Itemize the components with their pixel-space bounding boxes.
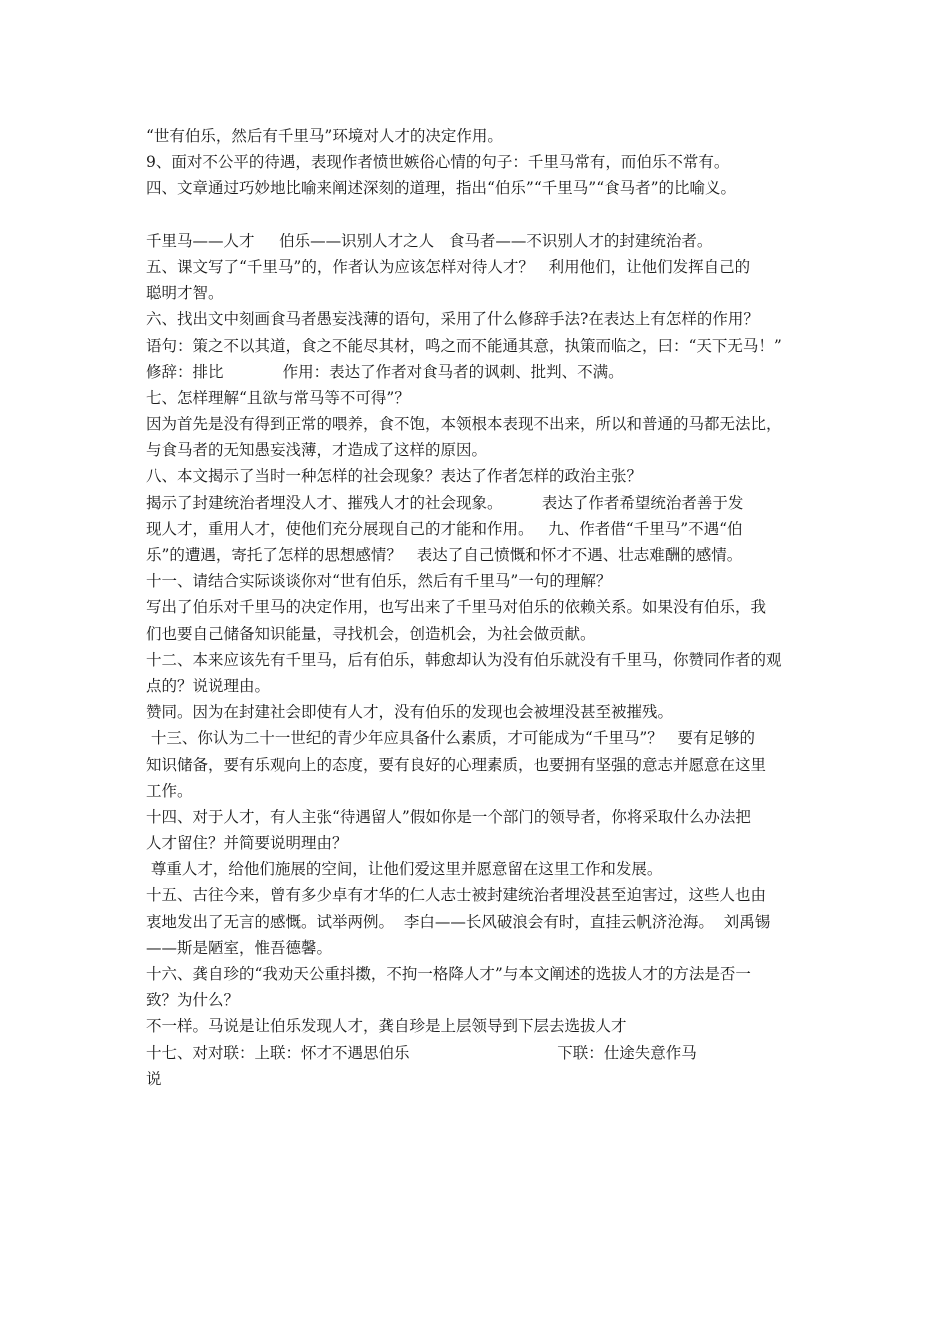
text-line: 9、面对不公平的待遇，表现作者愤世嫉俗心情的句子：千里马常有，而伯乐不常有。 [146,153,730,172]
text-line: 乐”的遭遇，寄托了怎样的思想感情？ 表达了自己愤慨和怀才不遇、壮志难酬的感情。 [146,546,743,564]
text-line: 现人才，重用人才，使他们充分展现自己的才能和作用。 九、作者借“千里马”不遇“伯 [146,519,743,538]
text-line: 赞同。因为在封建社会即使有人才，没有伯乐的发现也会被埋没甚至被摧残。 [146,703,674,722]
text-line: 十三、你认为二十一世纪的青少年应具备什么素质，才可能成为“千里马”？ 要有足够的 [146,729,756,748]
text-line: 十七、对对联：上联：怀才不遇思伯乐 下联：仕途失意作马 [146,1043,697,1062]
text-line: 修辞：排比 作用：表达了作者对食马者的讽刺、批判、不满。 [146,362,624,381]
text-line: 致？为什么？ [146,991,240,1010]
text-line: 十五、古往今来，曾有多少卓有才华的仁人志士被封建统治者埋没甚至迫害过，这些人也由 [146,886,767,905]
text-line: 十六、龚自珍的“我劝天公重抖擞，不拘一格降人才”与本文阐述的选拔人才的方法是否一 [146,965,751,983]
document-body [146,123,814,1092]
text-line: 知识储备，要有乐观向上的态度，要有良好的心理素质，也要拥有坚强的意志并愿意在这里 [146,755,767,774]
text-line: 七、怎样理解“且欲与常马等不可得”？ [146,388,410,407]
text-line: 们也要自己储备知识能量，寻找机会，创造机会，为社会做贡献。 [146,624,596,643]
text-line: 四、文章通过巧妙地比喻来阐述深刻的道理，指出“伯乐”“千里马”“食马者”的比喻义。 [146,179,737,198]
text-line: 不一样。马说是让伯乐发现人才，龚自珍是上层领导到下层去选拔人才 [146,1017,627,1036]
text-line: 说 [146,1069,162,1088]
text-line: 十一、请结合实际谈谈你对“世有伯乐，然后有千里马”一句的理解？ [146,572,612,591]
blank-line [146,202,814,228]
text-line: 十四、对于人才，有人主张“待遇留人”假如你是一个部门的领导者，你将采取什么办法把 [146,807,751,826]
text-line: 因为首先是没有得到正常的喂养，食不饱，本领根本表现不出来，所以和普通的马都无法比， [146,415,782,434]
text-line: ——斯是陋室，惟吾德馨。 [146,938,333,957]
text-line: 五、课文写了“千里马”的，作者认为应该怎样对待人才？ 利用他们，让他们发挥自己的 [146,257,751,276]
text-line: 语句：策之不以其道，食之不能尽其材，鸣之而不能通其意，执策而临之，曰：“天下无马！” [146,336,782,355]
text-line: 千里马——人才 伯乐——识别人才之人 食马者——不识别人才的封建统治者。 [146,231,713,250]
text-line: 尊重人才，给他们施展的空间，让他们爱这里并愿意留在这里工作和发展。 [146,860,663,879]
text-line: 写出了伯乐对千里马的决定作用，也写出来了千里马对伯乐的依赖关系。如果没有伯乐，我 [146,598,767,617]
text-line: 六、找出文中刻画食马者愚妄浅薄的语句，采用了什么修辞手法?在表达上有怎样的作用？ [146,310,759,329]
text-line: 工作。 [146,781,193,800]
text-line: 八、本文揭示了当时一种怎样的社会现象？表达了作者怎样的政治主张？ [146,467,643,486]
text-line: 揭示了封建统治者埋没人才、摧残人才的社会现象。 表达了作者希望统治者善于发 [146,493,744,512]
text-line: 人才留住？并简要说明理由？ [146,834,348,853]
text-line: “世有伯乐，然后有千里马”环境对人才的决定作用。 [146,127,503,145]
text-line: 聪明才智。 [146,284,224,303]
text-line: 衷地发出了无言的感慨。试举两例。 李白——长风破浪会有时，直挂云帆济沧海。 刘禹锡 [146,912,771,931]
text-line: 点的？说说理由。 [146,676,271,695]
text-line: 十二、本来应该先有千里马，后有伯乐，韩愈却认为没有伯乐就没有千里马，你赞同作者的观 [146,650,782,669]
text-line: 与食马者的无知愚妄浅薄，才造成了这样的原因。 [146,441,488,460]
